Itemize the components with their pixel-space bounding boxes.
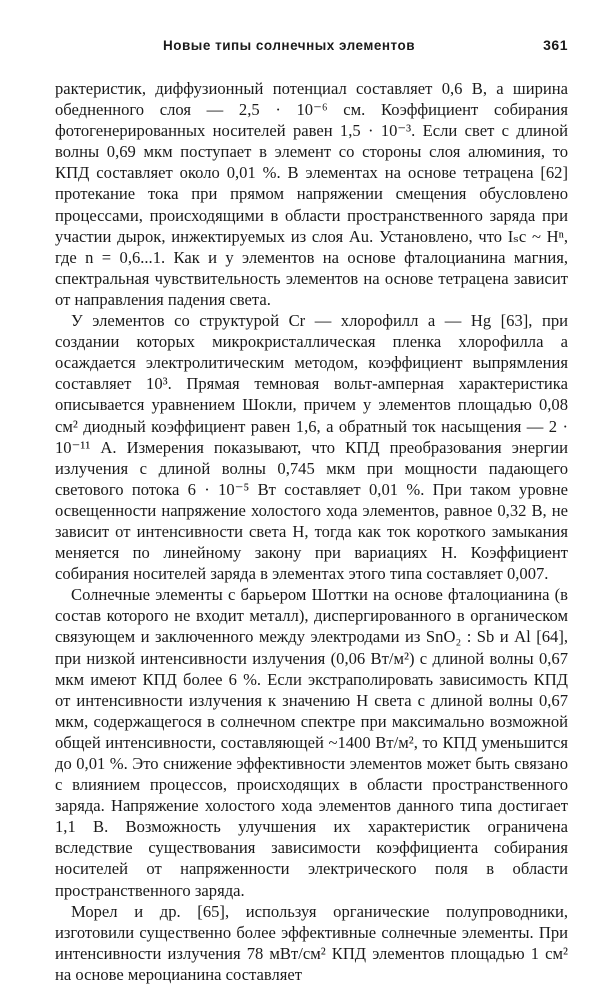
body-text xyxy=(55,78,568,985)
paragraph-merocyanine: Морел и др. [65], используя органические полупроводники, изготовили существенно более эффективные солнечные элементы. При интенсивности излучения 78 мВт/см² КПД элементов площадью 1 см² на основе мероцианина составляет xyxy=(55,901,568,984)
page-number: 361 xyxy=(543,37,568,53)
paragraph-continuation: рактеристик, диффузионный потенциал составляет 0,6 В, а ширина обедненного слоя — 2,5 · 10⁻⁶ см. Коэффициент собирания фотогенерированных носителей равен 1,5 · 10⁻³. Если свет с длиной волны 0,69 мкм поступает в элемент со стороны слоя алюминия, то КПД составляет около 0,01 %. В элементах на основе тетрацена [62] протекание тока при прямом напряжении смещения обусловлено процессами, происходящими в области пространственного заряда при участии дырок, инжектируемых из слоя Au. Установлено, что Iₛc ~ Hⁿ, где n = 0,6...1. Как и у элементов на основе фталоцианина магния, спектральная чувствительность элементов на основе тетрацена зависит от направления падения света. xyxy=(55,79,568,309)
running-title: Новые типы солнечных элементов xyxy=(163,38,416,53)
book-page xyxy=(55,30,568,984)
paragraph-schottky: Солнечные элементы с барьером Шоттки на основе фталоцианина (в состав которого не входит металл), диспергированного в органическом связующем и заключенного между электродами из SnO₂ : Sb и Al [64], при низкой интенсивности излучения (0,06 Вт/м²) с длиной волны 0,67 мкм имеют КПД более 6 %. Если экстраполировать зависимость КПД от интенсивности излучения к значению H света с длиной волны 0,67 мкм, содержащегося в солнечном спектре при максимально возможной общей интенсивности, составляющей ~1400 Вт/м², то КПД уменьшится до 0,01 %. Это снижение эффективности элементов может быть связано с влиянием процессов, происходящих в области пространственного заряда. Напряжение холостого хода элементов данного типа достигает 1,1 В. Возможность улучшения их характеристик ограничена вследствие существования зависимости коэффициента собирания носителей от напряженности электрического поля в области пространственного заряда. xyxy=(55,585,568,900)
running-head xyxy=(55,30,568,56)
paragraph-chlorophyll: У элементов со структурой Cr — хлорофилл a — Hg [63], при создании которых микрокристаллическая пленка хлорофилла a осаждается электролитическим методом, коэффициент выпрямления составляет 10³. Прямая темновая вольт-амперная характеристика описывается уравнением Шокли, причем у элементов площадью 0,08 см² диодный коэффициент равен 1,6, а обратный ток насыщения — 2 · 10⁻¹¹ А. Измерения показывают, что КПД преобразования энергии излучения с длиной волны 0,745 мкм при мощности падающего светового потока 6 · 10⁻⁵ Вт составляет 0,01 %. При таком уровне освещенности напряжение холостого хода элементов, равное 0,32 В, не зависит от интенсивности света H, тогда как ток короткого замыкания меняется по линейному закону при вариациях H. Коэффициент собирания носителей заряда в элементах этого типа составляет 0,007. xyxy=(55,311,568,584)
